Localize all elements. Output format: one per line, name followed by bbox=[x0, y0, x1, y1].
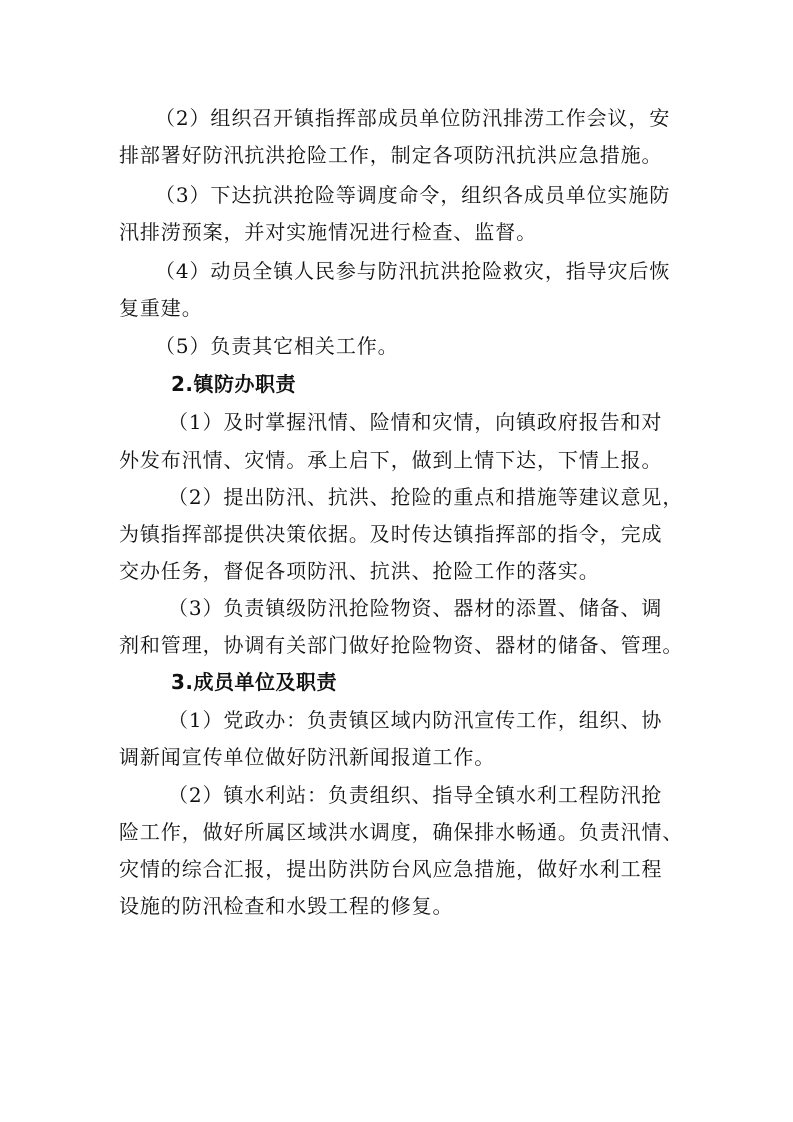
line-p2-a: （2）组织召开镇指挥部成员单位防汛排涝工作会议，安 bbox=[155, 106, 671, 130]
line-p2-b: 排部署好防汛抗洪抢险工作，制定各项防汛抗洪应急措施。 bbox=[119, 143, 663, 167]
line-s2-p1-b: 外发布汛情、灾情。承上启下，做到上情下达，下情上报。 bbox=[119, 448, 663, 472]
line-s2-p3-b: 剂和管理，协调有关部门做好抢险物资、器材的储备、管理。 bbox=[119, 633, 684, 657]
section-heading-3: 3.成员单位及职责 bbox=[171, 670, 338, 694]
line-s3-p2-c: 灾情的综合汇报，提出防洪防台风应急措施，做好水利工程 bbox=[119, 857, 663, 881]
line-s3-p2-d: 设施的防汛检查和水毁工程的修复。 bbox=[119, 894, 454, 918]
line-s2-p2-a: （2）提出防汛、抗洪、抢险的重点和措施等建议意见， bbox=[168, 485, 684, 509]
line-s2-p1-a: （1）及时掌握汛情、险情和灾情，向镇政府报告和对 bbox=[168, 410, 663, 434]
line-s3-p1-b: 调新闻宣传单位做好防汛新闻报道工作。 bbox=[119, 745, 496, 769]
line-s2-p3-a: （3）负责镇级防汛抢险物资、器材的添置、储备、调 bbox=[168, 596, 663, 620]
line-p5: （5）负责其它相关工作。 bbox=[155, 334, 399, 358]
line-s3-p1-a: （1）党政办：负责镇区域内防汛宣传工作，组织、协 bbox=[168, 708, 663, 732]
line-s3-p2-b: 险工作，做好所属区域洪水调度，确保排水畅通。负责汛情、 bbox=[119, 820, 684, 844]
line-p4-b: 复重建。 bbox=[119, 296, 203, 320]
line-p4-a: （4）动员全镇人民参与防汛抗洪抢险救灾，指导灾后恢 bbox=[155, 259, 671, 283]
line-p3-a: （3）下达抗洪抢险等调度命令，组织各成员单位实施防 bbox=[155, 183, 671, 207]
line-s2-p2-b: 为镇指挥部提供决策依据。及时传达镇指挥部的指令，完成 bbox=[119, 522, 663, 546]
line-s2-p2-c: 交办任务，督促各项防汛、抗洪、抢险工作的落实。 bbox=[119, 559, 600, 583]
line-p3-b: 汛排涝预案，并对实施情况进行检查、监督。 bbox=[119, 220, 537, 244]
line-s3-p2-a: （2）镇水利站：负责组织、指导全镇水利工程防汛抢 bbox=[168, 783, 663, 807]
section-heading-2: 2.镇防办职责 bbox=[171, 372, 297, 396]
